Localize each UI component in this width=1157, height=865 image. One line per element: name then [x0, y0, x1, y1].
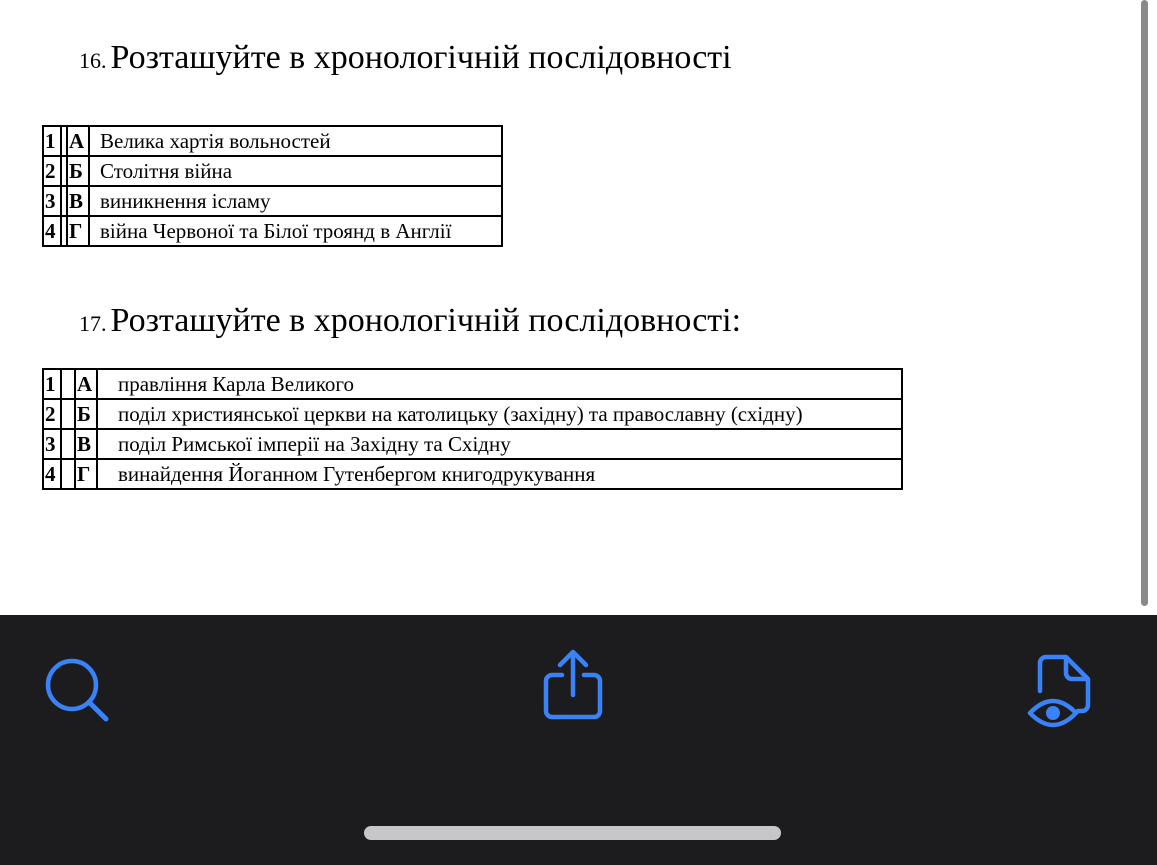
- row-letter: В: [75, 429, 97, 459]
- question-17-table: [42, 368, 903, 490]
- question-17-number: 17.: [79, 311, 107, 336]
- table-row: [43, 156, 502, 186]
- row-text: виникнення ісламу: [89, 186, 502, 216]
- table-row: [43, 186, 502, 216]
- row-number: 2: [43, 399, 61, 429]
- bottom-toolbar: [0, 615, 1157, 865]
- row-letter: Г: [75, 459, 97, 489]
- question-17-text: Розташуйте в хронологічній послідовності:: [110, 302, 742, 339]
- row-text: Столітня війна: [89, 156, 502, 186]
- home-indicator[interactable]: [364, 826, 781, 840]
- row-number: 4: [43, 459, 61, 489]
- row-number: 3: [43, 186, 61, 216]
- row-number: 4: [43, 216, 61, 246]
- question-16-number: 16.: [79, 48, 107, 73]
- vertical-scrollbar[interactable]: [1141, 0, 1148, 606]
- question-17-title: [79, 304, 741, 338]
- table-row: [43, 369, 902, 399]
- table-row: [43, 399, 902, 429]
- question-16-title: [79, 41, 732, 75]
- question-16-text: Розташуйте в хронологічній послідовності: [110, 39, 732, 76]
- row-text: війна Червоної та Білої троянд в Англії: [89, 216, 502, 246]
- row-letter: Б: [67, 156, 89, 186]
- row-number: 2: [43, 156, 61, 186]
- share-icon[interactable]: [540, 647, 606, 723]
- row-number: 3: [43, 429, 61, 459]
- table-row: [43, 429, 902, 459]
- reader-view-icon[interactable]: [1026, 651, 1098, 733]
- table-row: [43, 216, 502, 246]
- row-letter: В: [67, 186, 89, 216]
- row-text: поділ Римської імперії на Західну та Східну: [97, 429, 902, 459]
- row-text: винайдення Йоганном Гутенбергом книгодрукування: [97, 459, 902, 489]
- table-row: [43, 126, 502, 156]
- row-text: правління Карла Великого: [97, 369, 902, 399]
- row-text: Велика хартія вольностей: [89, 126, 502, 156]
- table-row: [43, 459, 902, 489]
- row-number: 1: [43, 126, 61, 156]
- row-text: поділ християнської церкви на католицьку (західну) та православну (східну): [97, 399, 902, 429]
- row-letter: Б: [75, 399, 97, 429]
- row-letter: Г: [67, 216, 89, 246]
- search-icon[interactable]: [42, 655, 112, 725]
- question-16-table: [42, 125, 503, 247]
- row-letter: А: [67, 126, 89, 156]
- row-number: 1: [43, 369, 61, 399]
- row-letter: А: [75, 369, 97, 399]
